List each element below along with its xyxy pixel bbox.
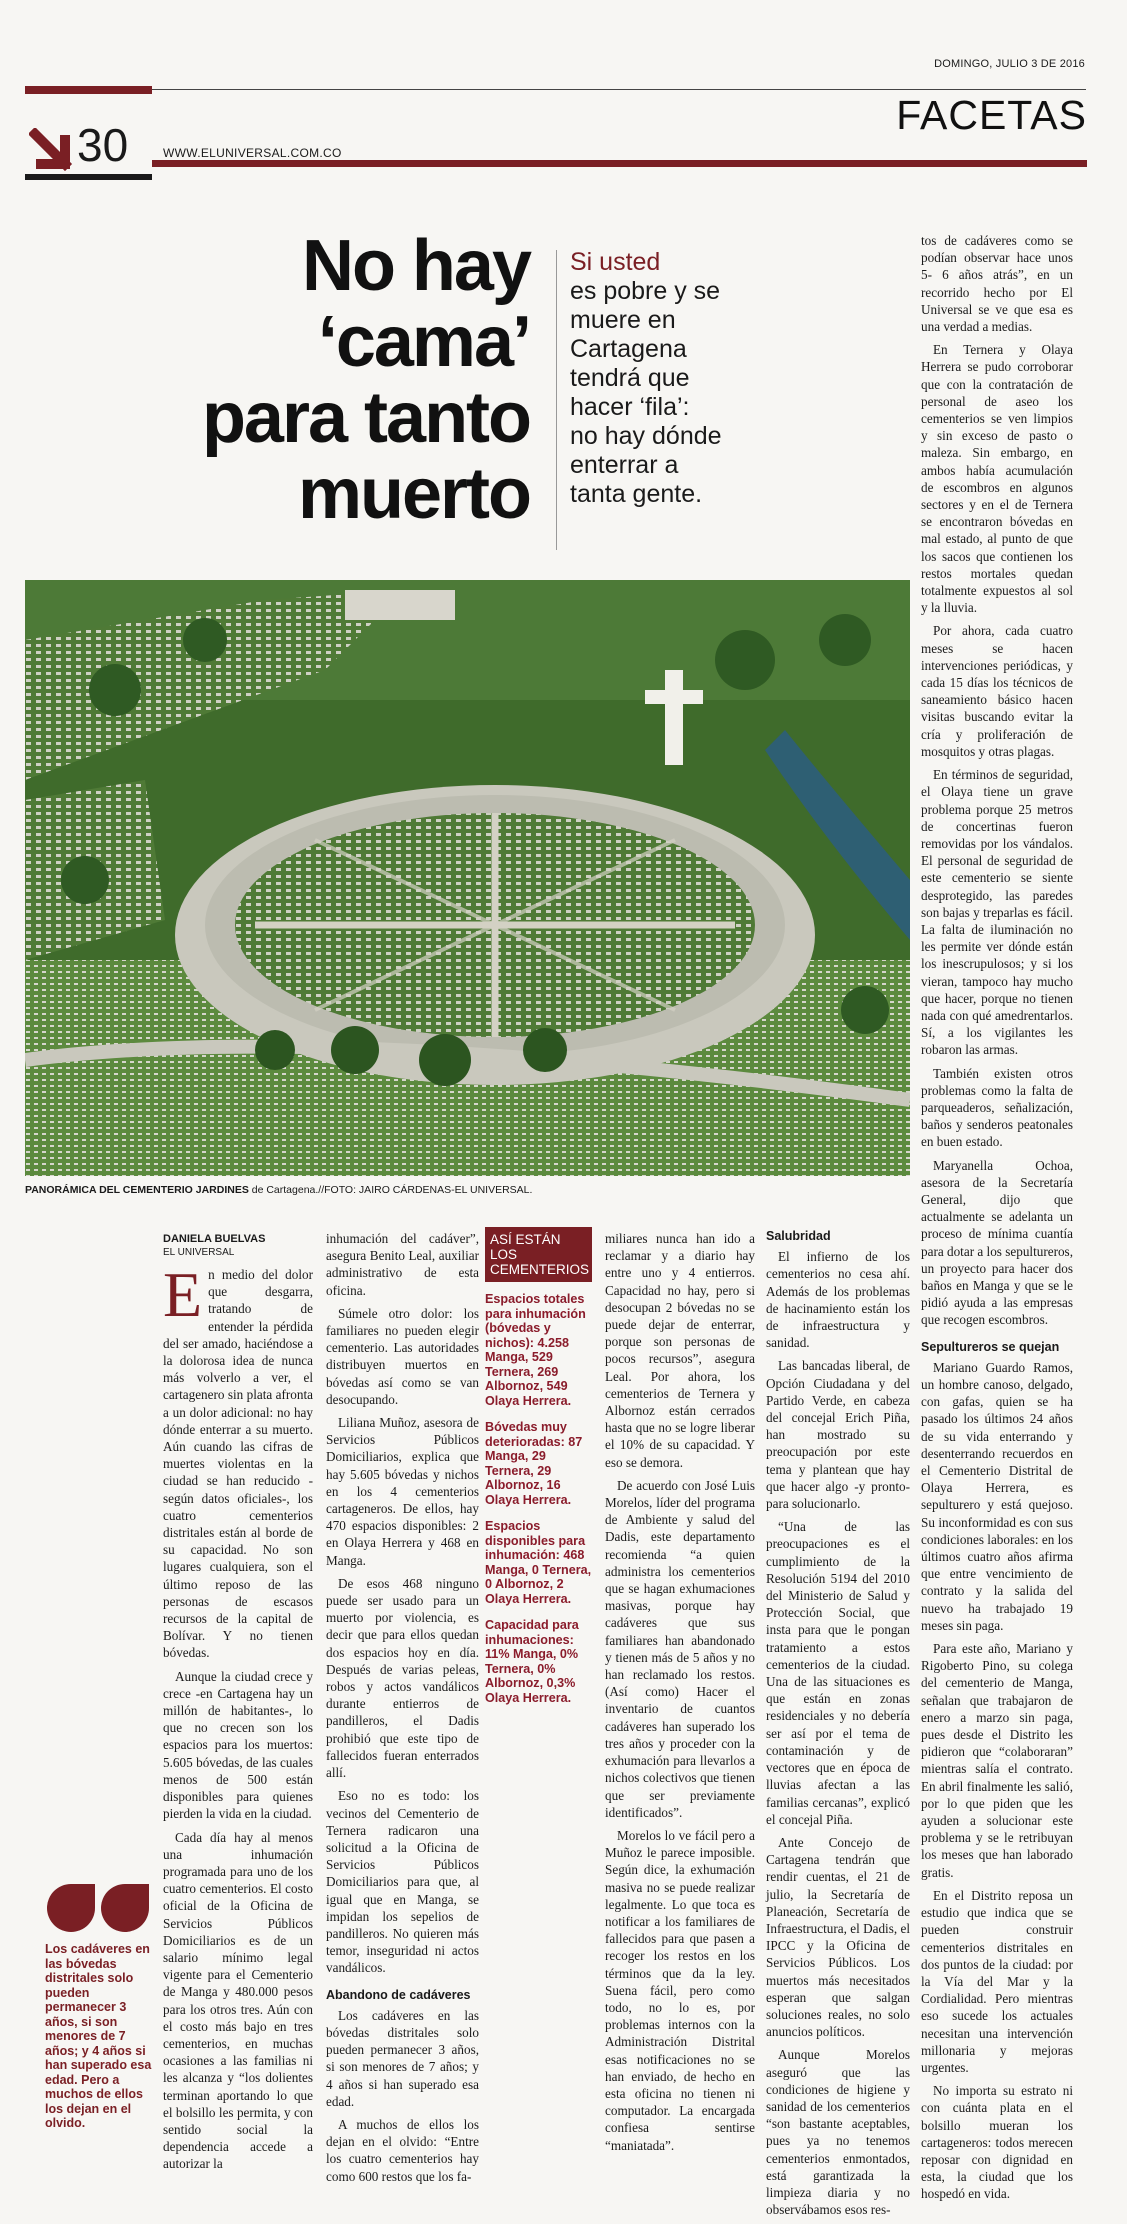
quote-marks-icon xyxy=(45,1882,150,1934)
headline-line-3: para tanto xyxy=(201,378,530,458)
sidebar-title: ASÍ ESTÁN LOS CEMENTERIOS xyxy=(485,1227,592,1282)
paragraph: Aunque la ciudad crece y crece -en Cartagena hay un millón de habitantes-, lo que no crecen son los espacios para los muertos: 5.605 bóvedas, de las cuales menos de 500 están disponibles para quienes pierden la vida en la ciudad. xyxy=(163,1668,313,1822)
paragraph: Morelos lo ve fácil pero a Muñoz le parece imposible. Según dice, la exhumación masiva no se puede realizar legalmente. Lo que toca es notificar a los familiares de fallecidos para que pasen a recoger los restos en los términos que da la ley. Suena fácil, pero como todo, no lo es, por problemas internos con la Administración Distrital esas notificaciones no se han enviado, de hecho en esta oficina no tienen ni computador. La encargada confiesa sentirse “maniatada”. xyxy=(605,1827,755,2153)
headline-line-1: No hay xyxy=(301,226,530,306)
paragraph: Maryanella Ochoa, asesora de la Secretaría General, dijo que actualmente se adelanta un proceso de mínima cuantía para dotar a los sepultureros, un proyecto para hacer dos baños en Manga y que se le pidió ayuda a las empresas que recogen escombros. xyxy=(921,1157,1073,1328)
paragraph: De acuerdo con José Luis Morelos, líder del programa de Ambiente y salud del Dadis, este departamento recomienda “a quien administra los cementerios que se hagan exhumaciones masivas, porque hay cadáveres que sus familiares han abandonado y tienen más de 5 años y no han reclamado los restos. (Así como) Hacer el inventario de cuantos cadáveres han superado los tres años y proceder con la exhumación para llevarlos a nichos colectivos que tienen que ser previamente identificados”. xyxy=(605,1477,755,1820)
article-column-1 xyxy=(163,1259,313,2179)
section-title: FACETAS xyxy=(896,92,1087,138)
page-number: 30 xyxy=(77,119,129,171)
paragraph: Cada día hay al menos una inhumación programada para uno de los cuatro cementerios. El costo oficial de la Oficina de Servicios Públicos Domiciliarios es de un salario mínimo legal vigente para el Cementerio de Manga y 480.000 pesos para los otros tres. Aún con el costo más bajo en tres cementerios, en muchas ocasiones a las familias ni les alcanza y “los dolientes terminan aportando lo que el bolsillo les permita, y con sentido social la dependencia accede a autorizar la xyxy=(163,1829,313,2172)
subhead: Sepultureros se quejan xyxy=(921,1339,1060,1354)
headline xyxy=(150,228,530,532)
paragraph: Para este año, Mariano y Rigoberto Pino, su colega del cementerio de Manga, señalan que trabajaron de enero a marzo sin paga, pues desde el Distrito les pidieron que “colaboraran” mientras salía el contrato. En abril finalmente les salió, por lo que piden que les ayuden a solucionar este problema y se le retribuyan los meses que han laborado gratis. xyxy=(921,1641,1073,1880)
paragraph: Las bancadas liberal, de Opción Ciudadana y del Partido Verde, en cabeza del concejal Erich Piña, han mostrado su preocupación por este tema y plantean que hay que hacer algo -y pronto- para solucionarlo. xyxy=(766,1358,910,1512)
deck-line: no hay dónde xyxy=(570,422,722,450)
deck-line: tanta gente. xyxy=(570,480,703,508)
paragraph: En Ternera y Olaya Herrera se pudo corroborar que con la contratación de personal de aseo los cementerios se ven limpios y sin exceso de pasto o maleza. Sin embargo, en ambos había acumulación de escombros en algunos sectores y en el de Ternera se encontraron bóvedas en mal estado, al punto de que los sacos que contienen los restos mortales quedan totalmente expuestos al sol y la lluvia. xyxy=(921,342,1073,616)
deck-line: Cartagena xyxy=(570,335,687,363)
sidebar-item: Espacios disponibles para inhumación: 468 Manga, 0 Ternera, 0 Albornoz, 2 Olaya Herrera. xyxy=(485,1519,592,1606)
paragraph: A muchos de ellos los dejan en el olvido: “Entre los cuatro cementerios hay como 600 restos que los fa- xyxy=(326,2116,479,2184)
subhead: Abandono de cadáveres xyxy=(326,1987,471,2002)
website-url: WWW.ELUNIVERSAL.COM.CO xyxy=(163,146,342,160)
pull-quote: Los cadáveres en las bóvedas distritales solo pueden permanecer 3 años, si son menores de 7 años; y 4 años si han superado esa edad. Pero a muchos de ellos los dejan en el olvido. xyxy=(45,1942,152,2130)
byline-outlet: EL UNIVERSAL xyxy=(163,1247,235,1258)
paragraph: n medio del dolor que desgarra, tratando de entender la pérdida del ser amado, haciéndose a la dolorosa idea de nunca más volverlo a ver, el cartagenero sin plata afronta a un dolor adicional: no hay dónde enterrar a su muerto. Aún cuando las cifras de muertes violentas en la ciudad se han reducido -según datos oficiales-, los cuatro cementerios distritales están al borde de su capacidad. No son lugares cualquiera, son el último reposo de las personas de escasos recursos de la capital de Bolívar. Y no tienen bóvedas. xyxy=(163,1267,313,1661)
paragraph: En el Distrito reposa un estudio que indica que se pueden construir cementerios distritales en dos puntos de la ciudad: por la Vía del Mar y la Cordialidad. Pero mientras eso sucede los actuales necesitan una intervención millonaria y mejoras urgentes. xyxy=(921,1887,1073,2075)
header-thin-rule xyxy=(152,89,1086,90)
paragraph: miliares nunca han ido a reclamar y a diario hay entre uno y 4 entierros. Capacidad no hay, pero si desocupan 2 bóvedas no se puede dejar de enterrar, porque son personas de pocos recursos”, asegura Leal. Por ahora, los cementerios de Ternera y Albornoz están cerrados hasta que no se logre liberar el 10% de su capacidad. Y eso se demora. xyxy=(605,1231,755,1470)
deck xyxy=(570,248,770,509)
sidebar-item: Capacidad para inhumaciones: 11% Manga, 0% Ternera, 0% Albornoz, 0,3% Olaya Herrera. xyxy=(485,1618,579,1705)
paragraph: Por ahora, cada cuatro meses se hacen intervenciones periódicas, y cada 15 días los técnicos de saneamiento básico hacen visitas buscando evitar la cría y proliferación de mosquitos y otras plagas. xyxy=(921,623,1073,759)
photo-caption-text: de Cartagena.//FOTO: JAIRO CÁRDENAS-EL UNIVERSAL. xyxy=(248,1184,533,1196)
paragraph: inhumación del cadáver”, asegura Benito Leal, auxiliar administrativo de esta oficina. xyxy=(326,1231,479,1298)
paragraph: Mariano Guardo Ramos, un hombre canoso, delgado, con gafas, quien se ha pasado los últimos 24 años de su vida enterrando y desenterrando recuerdos en el Cementerio Distrital de Olaya Herrera, es sepulturero y está quejoso. Su inconformidad es con sus condiciones laborales: en los últimos cuatro años afirma que entre vencimiento de contrato y la salida del nuevo ha trabajado 19 meses sin paga. xyxy=(921,1359,1073,1633)
arrow-down-right-icon xyxy=(29,128,73,172)
article-column-2 xyxy=(326,1230,479,2191)
paragraph: tos de cadáveres como se podían observar hace unos 5- 6 años atrás”, en un recorrido hecho por El Universal se ve que esa es una verdad a medias. xyxy=(921,233,1073,335)
photo-caption-bold: PANORÁMICA DEL CEMENTERIO JARDINES xyxy=(25,1184,249,1196)
paragraph: En términos de seguridad, el Olaya tiene un grave problema porque 25 metros de concertinas fueron removidas por los vándalos. El personal de seguridad de este cementerio se siente desprotegido, las paredes son bajas y treparlas es fácil. La falta de iluminación no les permite ver dónde están los inescrupulosos; y si los vieran, tampoco hay mucho que hacer, porque no tienen nada con qué amedrentarlos. Sí, a los vigilantes les robaron las armas. xyxy=(921,767,1073,1058)
paragraph: Los cadáveres en las bóvedas distritales solo pueden permanecer 3 años, si son menores de 7 años; y 4 años si han superado esa edad. xyxy=(326,2007,479,2109)
paragraph: Ante Concejo de Cartagena tendrán que rendir cuentas, el 21 de julio, la Secretaría de Planeación, Secretaría de Infraestructura, el Dadis, el IPCC y la Oficina de Servicios Públicos. Los muertos más necesitados esperan que salgan soluciones reales, no solo anuncios políticos. xyxy=(766,1834,910,2040)
deck-line: muere en xyxy=(570,306,676,334)
photo-caption xyxy=(25,1184,905,1196)
header-bottom-rule xyxy=(152,160,1087,167)
paragraph: “Una de las preocupaciones es el cumplimiento de la Resolución 5194 del 2010 del Ministerio de Salud y Protección Social, que insta para que le pongan tratamiento a estos cementerios de la ciudad. Una de las situaciones es que están en zonas residenciales y no debería ser así por el tema de contaminación y de vectores que en época de lluvias afectan a las familias cercanas”, explicó el concejal Piña. xyxy=(766,1519,910,1827)
paragraph: Aunque Morelos aseguró que las condiciones de higiene y sanidad de los cementerios “son bastante aceptables, pues ya no tenemos cementerios enmontados, está garantizada la limpieza diaria y no observábamos esos res- xyxy=(766,2047,910,2218)
subhead: Salubridad xyxy=(766,1229,831,1243)
headline-line-2: ‘cama’ xyxy=(317,302,530,382)
deck-line: es pobre y se xyxy=(570,277,721,305)
article-column-4 xyxy=(605,1230,755,2160)
header-top-rule xyxy=(25,86,152,94)
page-number-block xyxy=(25,120,152,180)
byline xyxy=(163,1233,333,1258)
deck-lead: Si usted xyxy=(570,248,661,276)
sidebar-item: Bóvedas muy deterioradas: 87 Manga, 29 Ternera, 29 Albornoz, 16 Olaya Herrera. xyxy=(485,1420,583,1507)
deck-line: hacer ‘fila’: xyxy=(570,393,690,421)
deck-line: tendrá que xyxy=(570,364,690,392)
paragraph: También existen otros problemas como la falta de parqueaderos, señalización, baños y senderos peatonales en buen estado. xyxy=(921,1065,1073,1150)
article-column-6 xyxy=(921,232,1073,2209)
byline-author: DANIELA BUELVAS xyxy=(163,1233,266,1245)
deck-line: enterrar a xyxy=(570,451,679,479)
headline-line-4: muerto xyxy=(297,454,530,534)
sidebar-box xyxy=(485,1227,592,1717)
paragraph: De esos 468 ninguno puede ser usado para un muerto por violencia, es decir que para ellos quedan dos espacios hoy en día. Después de varias peleas, robos y actos vandálicos durante entierros de pandilleros, el Dadis prohibió que este tipo de fallecidos fueran enterrados allí. xyxy=(326,1575,479,1781)
page-date: DOMINGO, JULIO 3 DE 2016 xyxy=(934,58,1085,70)
paragraph: Liliana Muñoz, asesora de Servicios Públicos Domiciliarios, explica que hay 5.605 bóvedas y nichos en los 4 cementerios cartageneros. De ellos, hay 470 espacios disponibles: 2 en Olaya Herrera y 468 en Manga. xyxy=(326,1415,479,1568)
paragraph: No importa su estrato ni con cuánta plata en el bolsillo mueran los cartageneros: todos merecen reposar con dignidad en esta, la ciudad que los hospedó en vida. xyxy=(921,2083,1073,2202)
headline-divider xyxy=(556,250,557,550)
paragraph: El infierno de los cementerios no cesa ahí. Además de los problemas de hacinamiento están los de infraestructura y sanidad. xyxy=(766,1249,910,1351)
paragraph: Súmele otro dolor: los familiares no pueden elegir cementerio. Las autoridades distribuyen muertos en bóvedas así como se van desocupando. xyxy=(326,1305,479,1407)
sidebar-item: Espacios totales para inhumación (bóvedas y nichos): 4.258 Manga, 529 Ternera, 269 Albornoz, 549 Olaya Herrera. xyxy=(485,1292,586,1408)
cemetery-aerial-photo xyxy=(25,580,910,1176)
paragraph: Eso no es todo: los vecinos del Cementerio de Ternera radicaron una solicitud a la Oficina de Servicios Públicos Domiciliarios para que, al igual que en Manga, se impidan los sepelios de pandilleros. No quieren más temor, inseguridad ni actos vandálicos. xyxy=(326,1788,479,1976)
dropcap: E xyxy=(163,1259,203,1330)
article-column-5 xyxy=(766,1222,910,2224)
